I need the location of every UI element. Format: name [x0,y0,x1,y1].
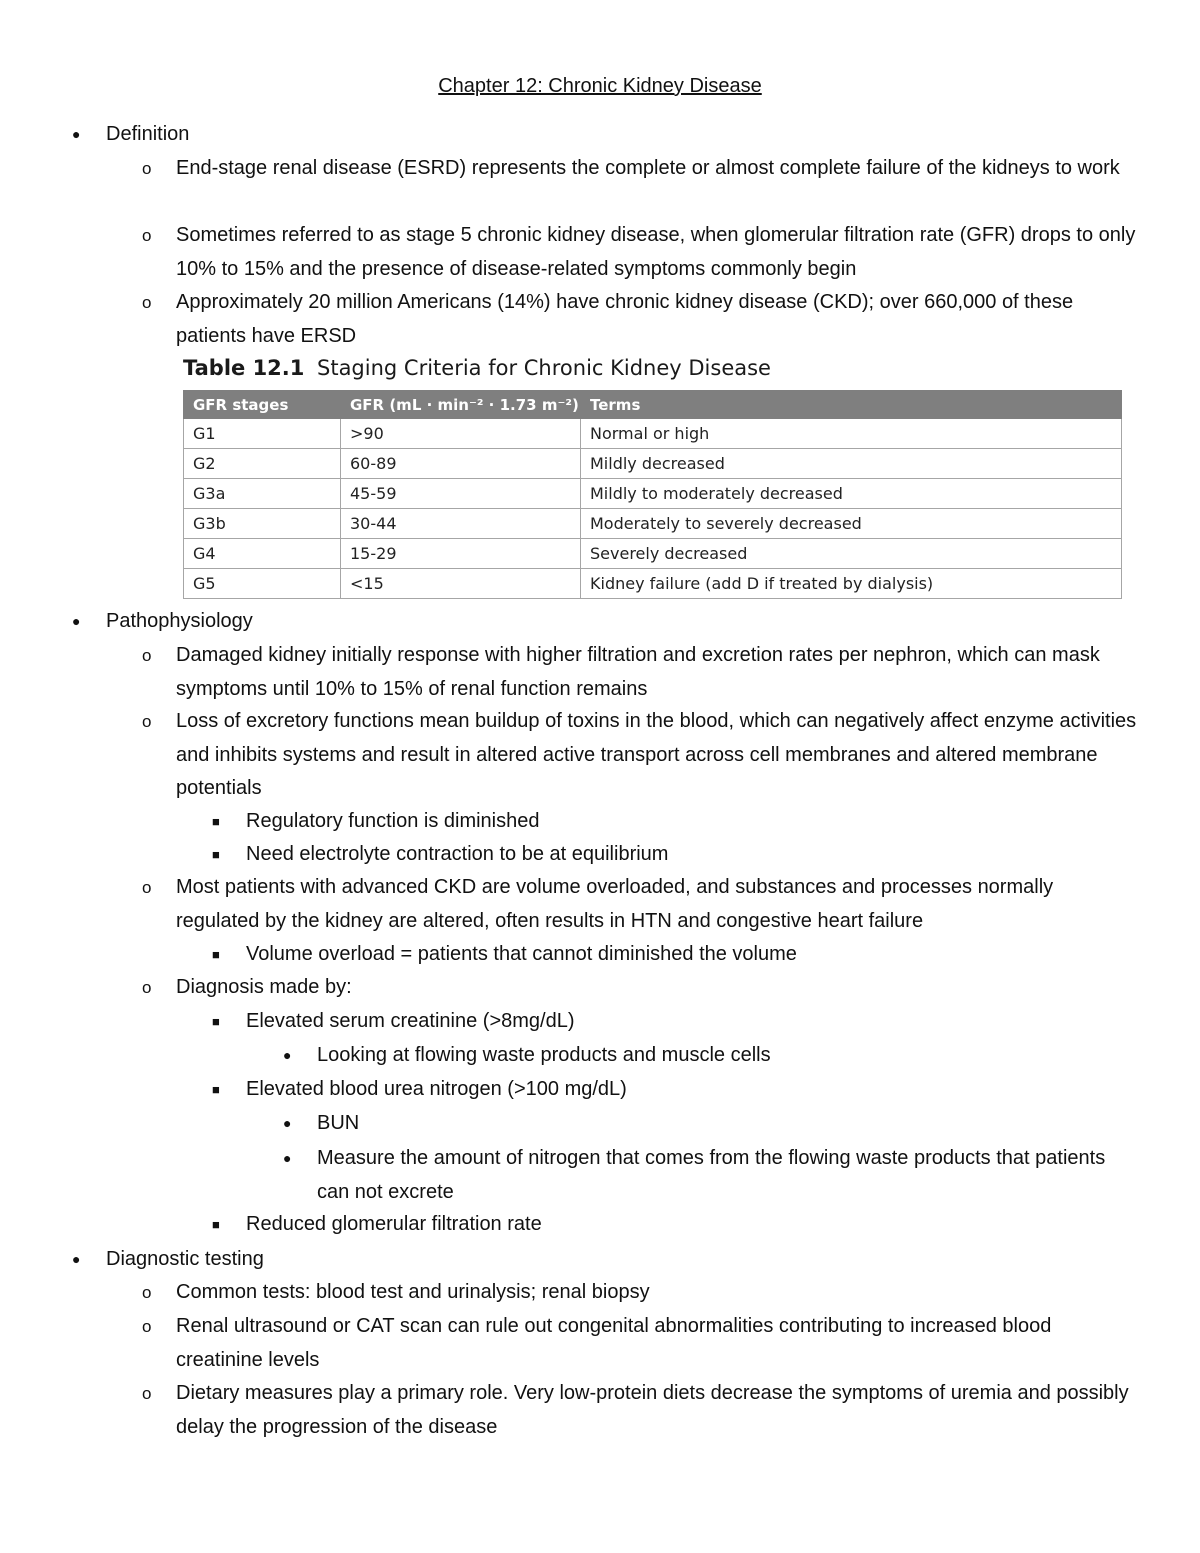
table-cell: G4 [184,539,341,569]
square-bullet-icon: ■ [212,1082,220,1097]
table-header-row [184,391,1122,419]
list-item: o Dietary measures play a primary role. Very low-protein diets decrease the symptoms of uremia and possibly delay the progression of the disease [142,1377,1142,1444]
list-item: o End-stage renal disease (ESRD) represents the complete or almost complete failure of the kidneys to work [142,152,1142,186]
table-row [184,419,1122,449]
table-cell: G3b [184,509,341,539]
table-cell: 30-44 [341,509,581,539]
table-row [184,569,1122,599]
bullet-icon: ● [283,1150,292,1166]
bullet-icon: ● [283,1115,292,1131]
circle-bullet-icon: o [142,1317,152,1336]
column-header: GFR (mL · min⁻² · 1.73 m⁻²) [341,391,581,419]
circle-bullet-icon: o [142,712,152,731]
table-cell: Mildly decreased [581,449,1122,479]
table-cell: G5 [184,569,341,599]
square-bullet-icon: ■ [212,814,220,829]
circle-bullet-icon: o [142,1283,152,1302]
list-item: ■ Regulatory function is diminished [212,805,1112,839]
table-cell: 15-29 [341,539,581,569]
circle-bullet-icon: o [142,646,152,665]
circle-bullet-icon: o [142,878,152,897]
section-heading: Pathophysiology [106,610,253,632]
column-header: GFR stages [184,391,341,419]
circle-bullet-icon: o [142,978,152,997]
table-number: Table 12.1 [183,356,305,380]
table-cell: G3a [184,479,341,509]
table-row [184,539,1122,569]
list-item: ● BUN [283,1107,1113,1141]
list-item: ■ Reduced glomerular filtration rate [212,1208,1112,1242]
column-header: Terms [581,391,1122,419]
list-item: o Damaged kidney initially response with higher filtration and excretion rates per nephron, which can mask symptoms until 10% to 15% of renal function remains [142,639,1142,706]
circle-bullet-icon: o [142,226,152,245]
square-bullet-icon: ■ [212,1217,220,1232]
page-title: Chapter 12: Chronic Kidney Disease [438,75,762,97]
circle-bullet-icon: o [142,293,152,312]
bullet-icon: ● [283,1047,292,1063]
list-item: ● Measure the amount of nitrogen that comes from the flowing waste products that patients can not excrete [283,1142,1113,1209]
table-cell: Severely decreased [581,539,1122,569]
table-cell: 60-89 [341,449,581,479]
table-row [184,449,1122,479]
table-cell: 45-59 [341,479,581,509]
table-row [184,479,1122,509]
bullet-icon: ● [72,1251,81,1267]
table-caption [183,352,1123,384]
table-cell: Normal or high [581,419,1122,449]
section-heading: Diagnostic testing [106,1248,264,1270]
list-item: o Approximately 20 million Americans (14%) have chronic kidney disease (CKD); over 660,000 of these patients have ERSD [142,286,1142,353]
list-item: o Renal ultrasound or CAT scan can rule out congenital abnormalities contributing to increased blood creatinine levels [142,1310,1142,1377]
list-item: o Most patients with advanced CKD are volume overloaded, and substances and processes normally regulated by the kidney are altered, often results in HTN and congestive heart failure [142,871,1142,938]
list-item: ■ Need electrolyte contraction to be at equilibrium [212,838,1112,872]
square-bullet-icon: ■ [212,947,220,962]
table-cell: >90 [341,419,581,449]
table-cell: Moderately to severely decreased [581,509,1122,539]
table-title: Staging Criteria for Chronic Kidney Disease [317,356,771,380]
list-item: o Loss of excretory functions mean buildup of toxins in the blood, which can negatively affect enzyme activities and inhibits systems and result in altered active transport across cell membranes and altered membrane potentials [142,705,1142,806]
circle-bullet-icon: o [142,1384,152,1403]
list-item: o Diagnosis made by: [142,971,1142,1005]
square-bullet-icon: ■ [212,1014,220,1029]
table-cell: G1 [184,419,341,449]
table-cell: G2 [184,449,341,479]
bullet-icon: ● [72,126,81,142]
list-item: ■ Elevated blood urea nitrogen (>100 mg/dL) [212,1073,1112,1107]
staging-table [183,390,1122,599]
table-cell: <15 [341,569,581,599]
list-item: ■ Elevated serum creatinine (>8mg/dL) [212,1005,1112,1039]
square-bullet-icon: ■ [212,847,220,862]
list-item: ■ Volume overload = patients that cannot diminished the volume [212,938,1112,972]
list-item: o Common tests: blood test and urinalysis; renal biopsy [142,1276,1142,1310]
table-row [184,509,1122,539]
table-cell: Kidney failure (add D if treated by dialysis) [581,569,1122,599]
section-heading: Definition [106,123,190,145]
table-cell: Mildly to moderately decreased [581,479,1122,509]
list-item: o Sometimes referred to as stage 5 chronic kidney disease, when glomerular filtration rate (GFR) drops to only 10% to 15% and the presence of disease-related symptoms commonly begin [142,219,1142,286]
list-item: ● Looking at flowing waste products and muscle cells [283,1039,1113,1073]
circle-bullet-icon: o [142,159,152,178]
bullet-icon: ● [72,613,81,629]
